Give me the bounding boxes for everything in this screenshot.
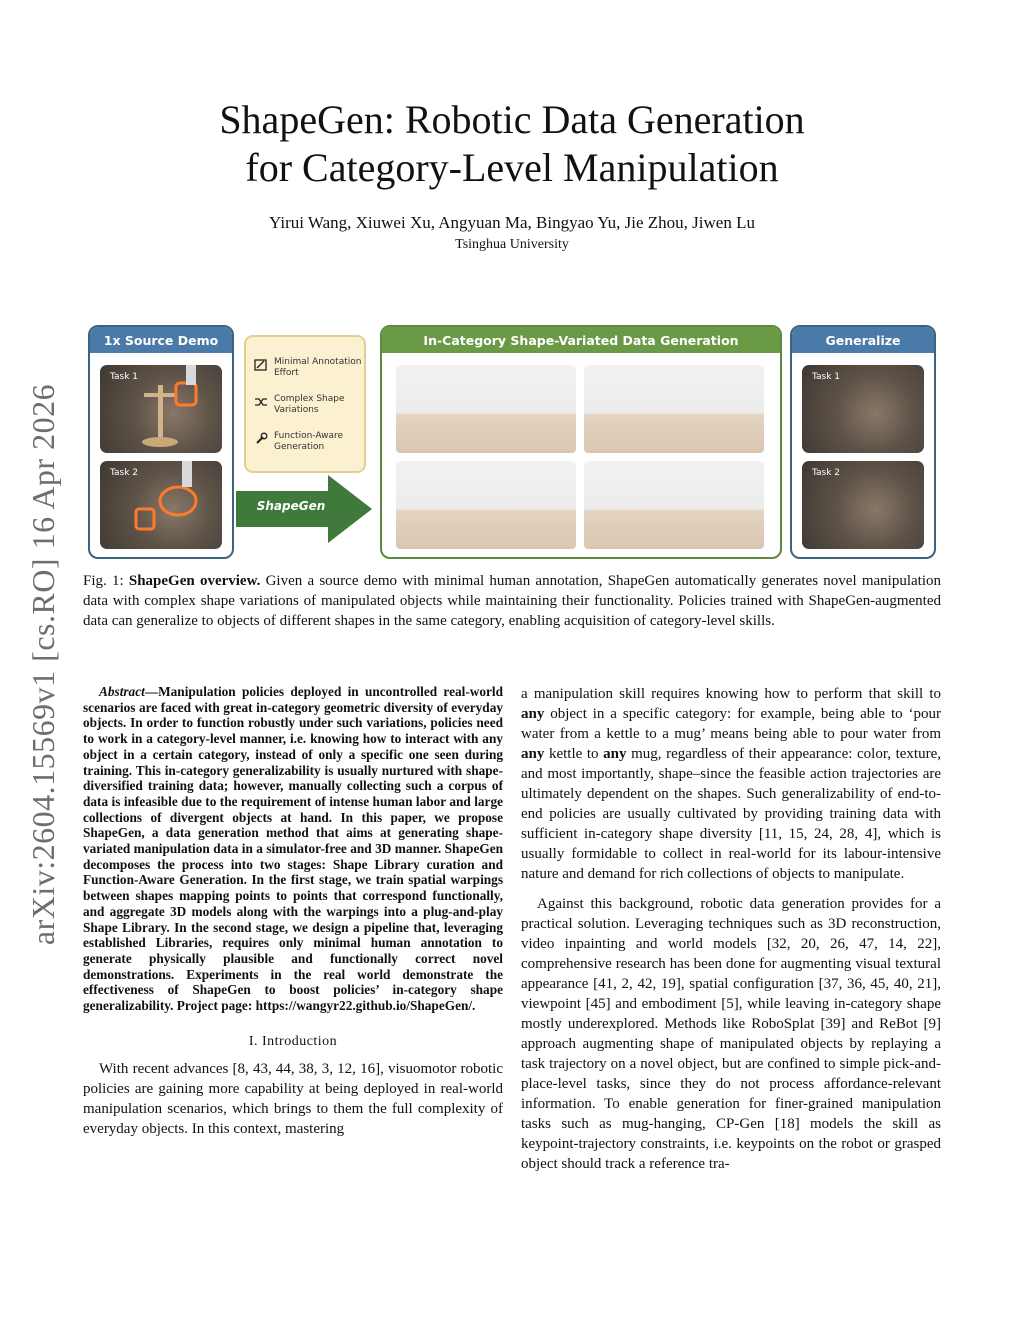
feature-shape-variations (254, 394, 364, 416)
generated-sample-4 (584, 461, 764, 549)
feature-function-aware (254, 431, 364, 453)
generalize-task2-photo (802, 461, 924, 549)
title-line-1: ShapeGen: Robotic Data Generation (219, 97, 805, 142)
source-demo-panel (88, 325, 234, 559)
task1-label: Task 1 (812, 372, 841, 382)
feature-label: Function-Aware Generation (274, 431, 344, 452)
source-demo-header: 1x Source Demo (90, 327, 232, 353)
intro-paragraph-1: With recent advances [8, 43, 44, 38, 3, 12, 16], visuomotor robotic policies are gaining more capability at being deployed in real-world manipulation scenarios, which brings to them the full complexity of everyday objects. In this context, mastering (83, 1060, 503, 1137)
source-task1-photo (100, 365, 222, 453)
task1-label: Task 1 (110, 372, 139, 382)
task2-label: Task 2 (110, 468, 139, 478)
generation-header: In-Category Shape-Variated Data Generation (382, 327, 780, 353)
feature-label: Complex Shape Variations (274, 394, 345, 415)
intro-paragraph-3: Against this background, robotic data generation provides for a practical solution. Leveraging techniques such as 3D reconstruction, video inpainting and world models [32, 20, 26, 47, 14, 22], comprehensive research has been done for augmenting visual textural appearance [41, 2, 42, 19], spatial configuration [37, 36, 45, 40, 21], viewpoint [45] and embodiment [5], while leaving in-category shape mostly underexplored. Methods like RoboSplat [39] and ReBot [9] approach augmenting shape of manipulated objects by replaying a task trajectory on a novel object, but are confined to simple pick-and-place-level tasks, since they do not process affordance-relevant information. To enable generation for finer-grained manipulation tasks such as mug-hanging, CP-Gen [18] models the skill as keypoint-trajectory constraints, i.e. keypoints on the robot or grasped object should track a reference tra- (521, 896, 941, 1172)
feature-label: Minimal Annotation Effort (274, 357, 362, 378)
abstract (83, 684, 503, 1014)
shapegen-arrow-label: ShapeGen (256, 499, 326, 513)
generated-sample-1 (396, 365, 576, 453)
section-heading-introduction: I. Introduction (248, 1033, 338, 1049)
left-column (83, 684, 503, 1139)
generalize-task1-photo (802, 365, 924, 453)
paper-title (0, 96, 1024, 192)
task2-label: Task 2 (812, 468, 841, 478)
annotation-icon (254, 358, 268, 372)
figure-caption (83, 571, 941, 631)
generation-panel (380, 325, 782, 559)
feature-box (244, 335, 366, 473)
affiliation: Tsinghua University (455, 237, 569, 252)
abstract-label: Abstract (99, 684, 145, 699)
caption-text: Given a source demo with minimal human annotation, ShapeGen automatically generates novel manipulation data with complex shape variations of manipulated objects while maintaining their functionality. Policies trained with ShapeGen-augmented data can generalize to objects of different shapes in the same category, enabling acquisition of category-level skills. (83, 573, 941, 629)
generated-sample-3 (396, 461, 576, 549)
generated-sample-2 (584, 365, 764, 453)
wrench-icon (254, 432, 268, 446)
feature-minimal-annotation (254, 357, 364, 379)
title-line-2: for Category-Level Manipulation (245, 145, 779, 190)
caption-title: ShapeGen overview. (128, 573, 261, 589)
caption-prefix: Fig. 1: (83, 573, 129, 589)
intro-paragraph-2: a manipulation skill requires knowing how to perform that skill to any object in a specific category: for example, being able to ‘pour water from a kettle to a mug’ means being able to pour water from any kettle to any mug, regardless of their appearance: color, texture, and most importantly, shape–since the feasible action trajectories are ultimately dependent on the shapes. Such generalizability of end-to-end policies are usually cultivated by providing training data with sufficient in-category shape diversity [11, 15, 24, 28, 4], which is usually formidable to collect in real-world for its labour-intensive nature and demand for rich collections of objects to manipulate. (521, 686, 941, 882)
generalize-header: Generalize (792, 327, 934, 353)
overview-figure (86, 323, 938, 561)
generalize-panel (790, 325, 936, 559)
shuffle-icon (254, 395, 268, 409)
right-column (521, 684, 941, 1174)
author-list: Yirui Wang, Xiuwei Xu, Angyuan Ma, Bingyao Yu, Jie Zhou, Jiwen Lu (269, 213, 755, 232)
arxiv-identifier-text: arXiv:2604.15569v1 [cs.RO] 16 Apr 2026 (25, 383, 62, 945)
source-task2-photo (100, 461, 222, 549)
arxiv-identifier (20, 366, 68, 962)
abstract-text: —Manipulation policies deployed in uncontrolled real-world scenarios are faced with great in-category geometric diversity of everyday objects. In order to function robustly under such variations, policies need to work in a category-level manner, i.e. knowing how to interact with any object in a certain category, instead of only a specific one seen during training. This in-category generalizability is usually nurtured with shape-diversified training data; however, manually collecting such a corpus of data is infeasible due to the requirement of intense human labor and large collections of divergent objects at hand. In this paper, we propose ShapeGen, a data generation method that aims at generating shape-variated manipulation data in a simulator-free and 3D manner. ShapeGen decomposes the process into two stages: Shape Library curation and Function-Aware Generation. In the first stage, we train spatial warpings between shapes mapping points to points that correspond functionally, and aggregate 3D models along with the warpings into a plug-and-play Shape Library. In the second stage, we design a pipeline that, leveraging established Libraries, requires only minimal human annotation to generate physically plausible and functionally correct novel demonstrations. Experiments in the real world demonstrate the effectiveness of ShapeGen to boost policies’ in-category shape generalizability. Project page: https://wangyr22.github.io/ShapeGen/. (83, 684, 503, 1014)
